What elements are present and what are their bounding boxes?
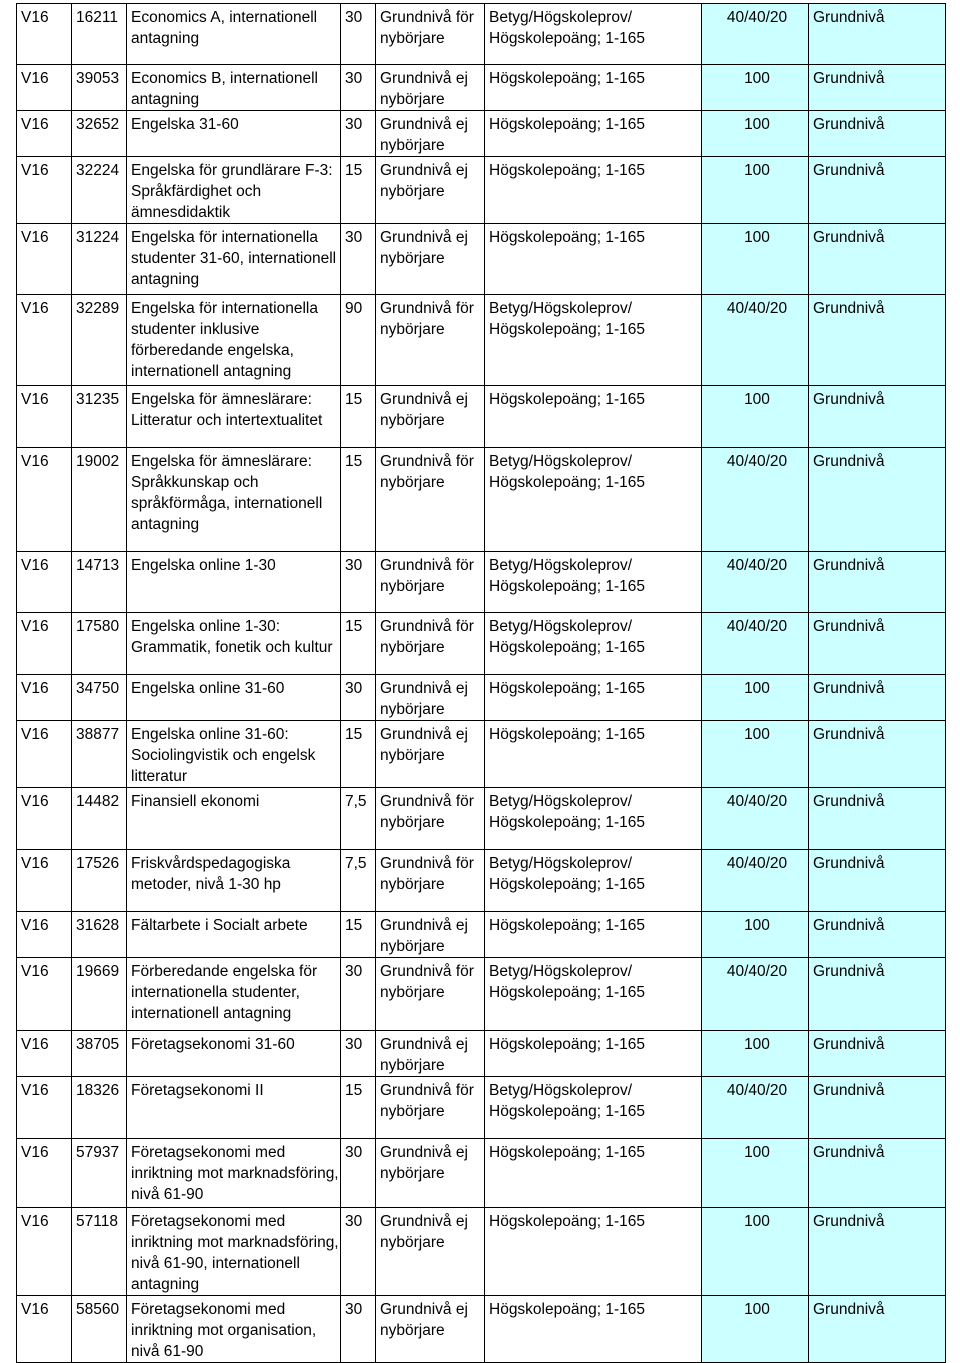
table-row bbox=[17, 448, 946, 552]
selection-basis-cell: Högskolepoäng; 1-165 bbox=[485, 1031, 702, 1077]
selection-basis-cell: Högskolepoäng; 1-165 bbox=[485, 157, 702, 224]
degree-level-cell: Grundnivå bbox=[809, 1296, 946, 1363]
term-cell: V16 bbox=[17, 912, 72, 958]
course-name-cell: Fältarbete i Socialt arbete bbox=[127, 912, 341, 958]
level-cell: Grundnivå ej nybörjare bbox=[376, 386, 485, 448]
degree-level-cell: Grundnivå bbox=[809, 788, 946, 850]
course-name-cell: Friskvårdspedagogiska metoder, nivå 1-30 hp bbox=[127, 850, 341, 912]
selection-basis-cell: Högskolepoäng; 1-165 bbox=[485, 912, 702, 958]
credits-cell: 15 bbox=[341, 157, 376, 224]
degree-level-cell: Grundnivå bbox=[809, 65, 946, 111]
level-cell: Grundnivå ej nybörjare bbox=[376, 111, 485, 157]
table-row bbox=[17, 958, 946, 1031]
table-row bbox=[17, 850, 946, 912]
quota-cell: 100 bbox=[702, 1208, 809, 1296]
course-code-cell: 31224 bbox=[72, 224, 127, 295]
credits-cell: 30 bbox=[341, 4, 376, 65]
course-table-body bbox=[17, 4, 946, 1363]
level-cell: Grundnivå för nybörjare bbox=[376, 958, 485, 1031]
course-name-cell: Engelska 31-60 bbox=[127, 111, 341, 157]
term-cell: V16 bbox=[17, 65, 72, 111]
course-name-cell: Engelska för internationella studenter inklusive förberedande engelska, internationell antagning bbox=[127, 295, 341, 386]
table-row bbox=[17, 912, 946, 958]
table-row bbox=[17, 1208, 946, 1296]
credits-cell: 30 bbox=[341, 1031, 376, 1077]
table-row bbox=[17, 4, 946, 65]
term-cell: V16 bbox=[17, 1296, 72, 1363]
term-cell: V16 bbox=[17, 721, 72, 788]
table-row bbox=[17, 721, 946, 788]
course-code-cell: 38877 bbox=[72, 721, 127, 788]
course-code-cell: 14713 bbox=[72, 552, 127, 613]
selection-basis-cell: Högskolepoäng; 1-165 bbox=[485, 721, 702, 788]
table-row bbox=[17, 386, 946, 448]
credits-cell: 90 bbox=[341, 295, 376, 386]
quota-cell: 100 bbox=[702, 157, 809, 224]
selection-basis-cell: Betyg/Högskoleprov/ Högskolepoäng; 1-165 bbox=[485, 958, 702, 1031]
selection-basis-cell: Betyg/Högskoleprov/ Högskolepoäng; 1-165 bbox=[485, 552, 702, 613]
course-name-cell: Engelska online 31-60: Sociolingvistik och engelsk litteratur bbox=[127, 721, 341, 788]
selection-basis-cell: Betyg/Högskoleprov/ Högskolepoäng; 1-165 bbox=[485, 1077, 702, 1139]
course-name-cell: Engelska online 31-60 bbox=[127, 675, 341, 721]
quota-cell: 40/40/20 bbox=[702, 4, 809, 65]
course-code-cell: 34750 bbox=[72, 675, 127, 721]
table-row bbox=[17, 613, 946, 675]
quota-cell: 100 bbox=[702, 1296, 809, 1363]
table-row bbox=[17, 1031, 946, 1077]
course-name-cell: Förberedande engelska för internationella studenter, internationell antagning bbox=[127, 958, 341, 1031]
degree-level-cell: Grundnivå bbox=[809, 912, 946, 958]
degree-level-cell: Grundnivå bbox=[809, 111, 946, 157]
degree-level-cell: Grundnivå bbox=[809, 224, 946, 295]
course-name-cell: Företagsekonomi II bbox=[127, 1077, 341, 1139]
table-row bbox=[17, 1139, 946, 1208]
course-code-cell: 31235 bbox=[72, 386, 127, 448]
course-code-cell: 17526 bbox=[72, 850, 127, 912]
selection-basis-cell: Betyg/Högskoleprov/ Högskolepoäng; 1-165 bbox=[485, 448, 702, 552]
level-cell: Grundnivå ej nybörjare bbox=[376, 1208, 485, 1296]
selection-basis-cell: Högskolepoäng; 1-165 bbox=[485, 65, 702, 111]
term-cell: V16 bbox=[17, 111, 72, 157]
degree-level-cell: Grundnivå bbox=[809, 850, 946, 912]
course-code-cell: 19002 bbox=[72, 448, 127, 552]
credits-cell: 15 bbox=[341, 721, 376, 788]
quota-cell: 40/40/20 bbox=[702, 1077, 809, 1139]
quota-cell: 40/40/20 bbox=[702, 788, 809, 850]
credits-cell: 15 bbox=[341, 448, 376, 552]
quota-cell: 100 bbox=[702, 1139, 809, 1208]
level-cell: Grundnivå ej nybörjare bbox=[376, 157, 485, 224]
course-name-cell: Economics A, internationell antagning bbox=[127, 4, 341, 65]
degree-level-cell: Grundnivå bbox=[809, 4, 946, 65]
table-row bbox=[17, 224, 946, 295]
selection-basis-cell: Betyg/Högskoleprov/ Högskolepoäng; 1-165 bbox=[485, 295, 702, 386]
course-code-cell: 57118 bbox=[72, 1208, 127, 1296]
degree-level-cell: Grundnivå bbox=[809, 295, 946, 386]
term-cell: V16 bbox=[17, 295, 72, 386]
course-code-cell: 31628 bbox=[72, 912, 127, 958]
quota-cell: 40/40/20 bbox=[702, 613, 809, 675]
degree-level-cell: Grundnivå bbox=[809, 1208, 946, 1296]
level-cell: Grundnivå för nybörjare bbox=[376, 552, 485, 613]
selection-basis-cell: Betyg/Högskoleprov/ Högskolepoäng; 1-165 bbox=[485, 4, 702, 65]
quota-cell: 100 bbox=[702, 224, 809, 295]
degree-level-cell: Grundnivå bbox=[809, 958, 946, 1031]
course-code-cell: 58560 bbox=[72, 1296, 127, 1363]
quota-cell: 40/40/20 bbox=[702, 295, 809, 386]
table-row bbox=[17, 552, 946, 613]
quota-cell: 40/40/20 bbox=[702, 552, 809, 613]
course-table bbox=[16, 3, 946, 1363]
level-cell: Grundnivå ej nybörjare bbox=[376, 1139, 485, 1208]
term-cell: V16 bbox=[17, 1139, 72, 1208]
selection-basis-cell: Högskolepoäng; 1-165 bbox=[485, 111, 702, 157]
credits-cell: 30 bbox=[341, 1296, 376, 1363]
quota-cell: 100 bbox=[702, 1031, 809, 1077]
table-row bbox=[17, 1077, 946, 1139]
course-code-cell: 32652 bbox=[72, 111, 127, 157]
course-code-cell: 32289 bbox=[72, 295, 127, 386]
term-cell: V16 bbox=[17, 1077, 72, 1139]
course-name-cell: Economics B, internationell antagning bbox=[127, 65, 341, 111]
degree-level-cell: Grundnivå bbox=[809, 1139, 946, 1208]
course-code-cell: 17580 bbox=[72, 613, 127, 675]
table-row bbox=[17, 675, 946, 721]
course-name-cell: Engelska online 1-30: Grammatik, fonetik och kultur bbox=[127, 613, 341, 675]
credits-cell: 7,5 bbox=[341, 850, 376, 912]
course-code-cell: 19669 bbox=[72, 958, 127, 1031]
term-cell: V16 bbox=[17, 386, 72, 448]
selection-basis-cell: Högskolepoäng; 1-165 bbox=[485, 1296, 702, 1363]
degree-level-cell: Grundnivå bbox=[809, 157, 946, 224]
degree-level-cell: Grundnivå bbox=[809, 1077, 946, 1139]
credits-cell: 30 bbox=[341, 1139, 376, 1208]
credits-cell: 30 bbox=[341, 224, 376, 295]
level-cell: Grundnivå ej nybörjare bbox=[376, 65, 485, 111]
course-name-cell: Engelska för ämneslärare: Språkkunskap och språkförmåga, internationell antagning bbox=[127, 448, 341, 552]
credits-cell: 30 bbox=[341, 675, 376, 721]
credits-cell: 7,5 bbox=[341, 788, 376, 850]
term-cell: V16 bbox=[17, 1031, 72, 1077]
table-row bbox=[17, 157, 946, 224]
credits-cell: 30 bbox=[341, 111, 376, 157]
level-cell: Grundnivå för nybörjare bbox=[376, 448, 485, 552]
credits-cell: 30 bbox=[341, 552, 376, 613]
term-cell: V16 bbox=[17, 4, 72, 65]
course-code-cell: 14482 bbox=[72, 788, 127, 850]
credits-cell: 30 bbox=[341, 65, 376, 111]
course-name-cell: Företagsekonomi med inriktning mot organisation, nivå 61-90 bbox=[127, 1296, 341, 1363]
course-name-cell: Engelska online 1-30 bbox=[127, 552, 341, 613]
table-row bbox=[17, 1296, 946, 1363]
course-code-cell: 38705 bbox=[72, 1031, 127, 1077]
table-row bbox=[17, 111, 946, 157]
quota-cell: 100 bbox=[702, 65, 809, 111]
selection-basis-cell: Betyg/Högskoleprov/ Högskolepoäng; 1-165 bbox=[485, 850, 702, 912]
term-cell: V16 bbox=[17, 675, 72, 721]
level-cell: Grundnivå ej nybörjare bbox=[376, 721, 485, 788]
quota-cell: 40/40/20 bbox=[702, 448, 809, 552]
selection-basis-cell: Högskolepoäng; 1-165 bbox=[485, 1208, 702, 1296]
level-cell: Grundnivå ej nybörjare bbox=[376, 1031, 485, 1077]
level-cell: Grundnivå ej nybörjare bbox=[376, 675, 485, 721]
course-name-cell: Företagsekonomi med inriktning mot marknadsföring, nivå 61-90 bbox=[127, 1139, 341, 1208]
degree-level-cell: Grundnivå bbox=[809, 613, 946, 675]
credits-cell: 15 bbox=[341, 1077, 376, 1139]
degree-level-cell: Grundnivå bbox=[809, 675, 946, 721]
course-name-cell: Engelska för internationella studenter 31-60, internationell antagning bbox=[127, 224, 341, 295]
term-cell: V16 bbox=[17, 552, 72, 613]
term-cell: V16 bbox=[17, 1208, 72, 1296]
course-name-cell: Finansiell ekonomi bbox=[127, 788, 341, 850]
credits-cell: 30 bbox=[341, 1208, 376, 1296]
table-row bbox=[17, 65, 946, 111]
level-cell: Grundnivå för nybörjare bbox=[376, 295, 485, 386]
selection-basis-cell: Högskolepoäng; 1-165 bbox=[485, 1139, 702, 1208]
course-name-cell: Företagsekonomi med inriktning mot marknadsföring, nivå 61-90, internationell antagning bbox=[127, 1208, 341, 1296]
level-cell: Grundnivå ej nybörjare bbox=[376, 912, 485, 958]
degree-level-cell: Grundnivå bbox=[809, 448, 946, 552]
selection-basis-cell: Betyg/Högskoleprov/ Högskolepoäng; 1-165 bbox=[485, 613, 702, 675]
level-cell: Grundnivå för nybörjare bbox=[376, 788, 485, 850]
quota-cell: 40/40/20 bbox=[702, 850, 809, 912]
course-name-cell: Engelska för ämneslärare: Litteratur och intertextualitet bbox=[127, 386, 341, 448]
selection-basis-cell: Betyg/Högskoleprov/ Högskolepoäng; 1-165 bbox=[485, 788, 702, 850]
selection-basis-cell: Högskolepoäng; 1-165 bbox=[485, 386, 702, 448]
degree-level-cell: Grundnivå bbox=[809, 552, 946, 613]
course-code-cell: 57937 bbox=[72, 1139, 127, 1208]
selection-basis-cell: Högskolepoäng; 1-165 bbox=[485, 675, 702, 721]
level-cell: Grundnivå för nybörjare bbox=[376, 613, 485, 675]
quota-cell: 40/40/20 bbox=[702, 958, 809, 1031]
level-cell: Grundnivå för nybörjare bbox=[376, 1077, 485, 1139]
table-row bbox=[17, 788, 946, 850]
credits-cell: 15 bbox=[341, 386, 376, 448]
term-cell: V16 bbox=[17, 788, 72, 850]
term-cell: V16 bbox=[17, 448, 72, 552]
credits-cell: 15 bbox=[341, 912, 376, 958]
credits-cell: 15 bbox=[341, 613, 376, 675]
level-cell: Grundnivå för nybörjare bbox=[376, 4, 485, 65]
degree-level-cell: Grundnivå bbox=[809, 721, 946, 788]
level-cell: Grundnivå ej nybörjare bbox=[376, 224, 485, 295]
quota-cell: 100 bbox=[702, 386, 809, 448]
quota-cell: 100 bbox=[702, 912, 809, 958]
term-cell: V16 bbox=[17, 958, 72, 1031]
level-cell: Grundnivå för nybörjare bbox=[376, 850, 485, 912]
term-cell: V16 bbox=[17, 224, 72, 295]
course-code-cell: 18326 bbox=[72, 1077, 127, 1139]
term-cell: V16 bbox=[17, 613, 72, 675]
course-name-cell: Företagsekonomi 31-60 bbox=[127, 1031, 341, 1077]
course-code-cell: 32224 bbox=[72, 157, 127, 224]
course-code-cell: 39053 bbox=[72, 65, 127, 111]
credits-cell: 30 bbox=[341, 958, 376, 1031]
degree-level-cell: Grundnivå bbox=[809, 1031, 946, 1077]
table-row bbox=[17, 295, 946, 386]
term-cell: V16 bbox=[17, 157, 72, 224]
course-name-cell: Engelska för grundlärare F-3: Språkfärdighet och ämnesdidaktik bbox=[127, 157, 341, 224]
quota-cell: 100 bbox=[702, 721, 809, 788]
term-cell: V16 bbox=[17, 850, 72, 912]
course-code-cell: 16211 bbox=[72, 4, 127, 65]
level-cell: Grundnivå ej nybörjare bbox=[376, 1296, 485, 1363]
degree-level-cell: Grundnivå bbox=[809, 386, 946, 448]
quota-cell: 100 bbox=[702, 675, 809, 721]
selection-basis-cell: Högskolepoäng; 1-165 bbox=[485, 224, 702, 295]
quota-cell: 100 bbox=[702, 111, 809, 157]
